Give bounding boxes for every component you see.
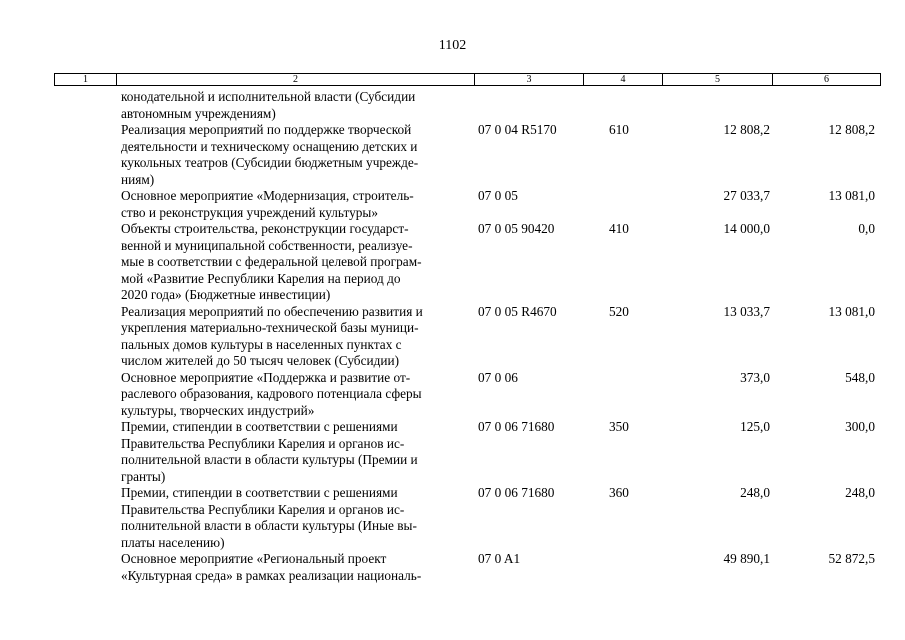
description-line: Объекты строительства, реконструкции государст- xyxy=(121,221,409,236)
target-article-code: 07 0 06 xyxy=(478,369,518,385)
description-line: автономным учреждениям) xyxy=(121,105,276,121)
column-number-5: 5 xyxy=(663,74,773,86)
description-line: Основное мероприятие «Поддержка и развитие от- xyxy=(121,369,411,385)
description-line: мые в соответствии с федеральной целевой програм- xyxy=(121,254,422,269)
expense-type-code: 350 xyxy=(609,419,629,434)
description-line: полнительной власти в области культуры (Иные вы- xyxy=(121,518,417,533)
amount-year-2: 13 081,0 xyxy=(828,303,875,319)
table-row xyxy=(0,485,905,551)
expense-type-code: 610 xyxy=(609,122,629,137)
amount-year-2: 548,0 xyxy=(845,369,875,385)
expense-type-code: 410 xyxy=(609,221,629,236)
column-number-3: 3 xyxy=(475,74,584,86)
target-article-code: 07 0 06 71680 xyxy=(478,485,555,500)
amount-year-1: 49 890,1 xyxy=(723,551,770,566)
row-description xyxy=(121,304,471,370)
amount-year-2: 0,0 xyxy=(858,221,875,236)
amount-year-1: 12 808,2 xyxy=(723,122,770,137)
description-line: укрепления материально-технической базы муници- xyxy=(121,320,419,335)
description-line: Основное мероприятие «Модернизация, строитель- xyxy=(121,188,414,203)
description-line: Реализация мероприятий по поддержке творческой xyxy=(121,122,412,137)
amount-year-1: 373,0 xyxy=(740,369,770,385)
description-line: кукольных театров (Субсидии бюджетным учрежде- xyxy=(121,155,419,170)
description-line: «Культурная среда» в рамках реализации националь- xyxy=(121,567,422,583)
target-article-code: 07 0 05 xyxy=(478,188,518,203)
column-header-row xyxy=(55,74,881,86)
description-line: Реализация мероприятий по обеспечению развития и xyxy=(121,303,423,319)
description-line: пальных домов культуры в населенных пунктах с xyxy=(121,336,402,352)
description-line: 2020 года» (Бюджетные инвестиции) xyxy=(121,287,331,302)
column-number-4: 4 xyxy=(584,74,663,86)
description-line: ство и реконструкция учреждений культуры» xyxy=(121,204,378,220)
target-article-code: 07 0 04 R5170 xyxy=(478,122,557,137)
description-line: Премии, стипендии в соответствии с решениями xyxy=(121,485,398,500)
target-article-code: 07 0 05 R4670 xyxy=(478,303,557,319)
table-row xyxy=(0,188,905,221)
column-header-table xyxy=(54,73,881,86)
amount-year-2: 12 808,2 xyxy=(828,122,875,137)
description-line: раслевого образования, кадрового потенциала сферы xyxy=(121,386,422,401)
table-row xyxy=(0,551,905,584)
target-article-code: 07 0 05 90420 xyxy=(478,221,555,236)
amount-year-2: 52 872,5 xyxy=(828,551,875,566)
amount-year-2: 13 081,0 xyxy=(828,188,875,203)
amount-year-1: 13 033,7 xyxy=(723,303,770,319)
column-number-1: 1 xyxy=(55,74,117,86)
table-row xyxy=(0,304,905,370)
amount-year-1: 125,0 xyxy=(740,419,770,434)
description-line: Правительства Республики Карелия и органов ис- xyxy=(121,435,405,451)
amount-year-1: 14 000,0 xyxy=(723,221,770,236)
row-description xyxy=(121,551,471,584)
table-row xyxy=(0,221,905,304)
description-line: платы населению) xyxy=(121,534,225,550)
row-description xyxy=(121,89,471,122)
description-line: Правительства Республики Карелия и органов ис- xyxy=(121,501,405,517)
description-line: Основное мероприятие «Региональный проект xyxy=(121,551,387,566)
description-line: ниям) xyxy=(121,171,155,187)
description-line: Премии, стипендии в соответствии с решениями xyxy=(121,419,398,434)
description-line: полнительной власти в области культуры (Премии и xyxy=(121,452,418,467)
table-row xyxy=(0,122,905,188)
row-description xyxy=(121,188,471,221)
row-description xyxy=(121,485,471,551)
description-line: конодательной и исполнительной власти (Субсидии xyxy=(121,89,416,104)
target-article-code: 07 0 06 71680 xyxy=(478,419,555,434)
column-number-2: 2 xyxy=(117,74,475,86)
row-description xyxy=(121,221,471,304)
description-line: числом жителей до 50 тысяч человек (Субсидии) xyxy=(121,353,400,368)
description-line: культуры, творческих индустрий» xyxy=(121,402,315,418)
target-article-code: 07 0 A1 xyxy=(478,551,521,566)
description-line: гранты) xyxy=(121,468,166,484)
column-number-6: 6 xyxy=(773,74,881,86)
expense-type-code: 520 xyxy=(609,303,629,319)
page-number: 1102 xyxy=(438,38,467,53)
description-line: мой «Развитие Республики Карелия на период до xyxy=(121,270,401,286)
description-line: деятельности и техническому оснащению детских и xyxy=(121,138,418,154)
row-description xyxy=(121,370,471,420)
description-line: венной и муниципальной собственности, реализуе- xyxy=(121,237,413,253)
amount-year-2: 248,0 xyxy=(845,485,875,500)
amount-year-1: 27 033,7 xyxy=(723,188,770,203)
amount-year-2: 300,0 xyxy=(845,419,875,434)
row-description xyxy=(121,122,471,188)
table-row xyxy=(0,89,905,122)
table-row xyxy=(0,370,905,420)
table-row xyxy=(0,419,905,485)
expense-type-code: 360 xyxy=(609,485,629,500)
amount-year-1: 248,0 xyxy=(740,485,770,500)
row-description xyxy=(121,419,471,485)
budget-table-body xyxy=(0,89,905,584)
